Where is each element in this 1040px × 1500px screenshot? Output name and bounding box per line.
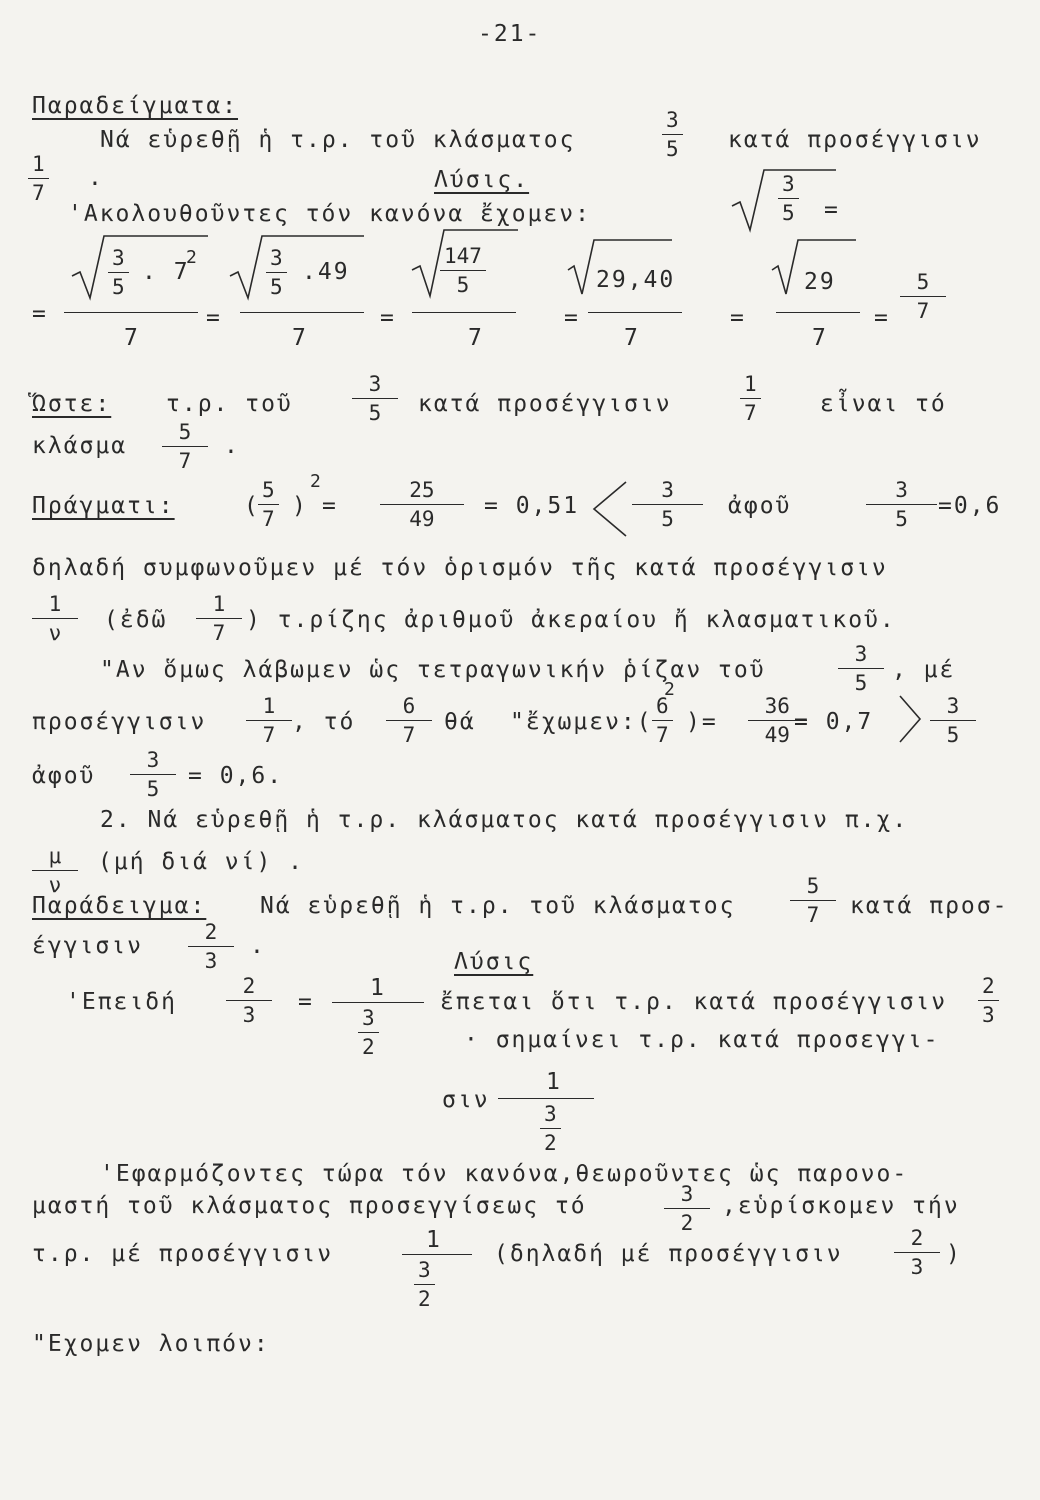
indeed-value: = 0,51 bbox=[484, 493, 580, 519]
times-7-squared: . 7 bbox=[142, 259, 190, 285]
rule-text: 'Ακολουθοῦντες τόν κανόνα ἔχομεν: bbox=[68, 201, 591, 227]
equals: = bbox=[380, 305, 396, 331]
fraction-bar bbox=[412, 312, 516, 313]
fraction-1-7: 1 7 bbox=[196, 592, 242, 645]
numerator-1: 1 bbox=[546, 1069, 562, 1095]
follows-text: ἔπεται ὅτι τ.ρ. κατά προσέγγισιν bbox=[440, 989, 948, 1015]
means-text: · σημαίνει τ.ρ. κατά προσεγγι- bbox=[464, 1027, 940, 1053]
fraction-bar bbox=[240, 312, 364, 313]
agreement-line: δηλαδή συμφωνοῦμεν μέ τόν ὁρισμόν τῆς κατά προσέγγισιν bbox=[32, 555, 888, 581]
exponent-2: 2 bbox=[664, 679, 677, 700]
fraction-3-2: 3 2 bbox=[358, 1006, 379, 1059]
equals: = bbox=[564, 305, 580, 331]
close-paren-equals: )= bbox=[686, 709, 718, 735]
value-29-40: 29,40 bbox=[596, 267, 676, 293]
denominator-7: 7 bbox=[292, 325, 308, 351]
hence-approx: κατά προσέγγισιν bbox=[418, 391, 672, 417]
less-than-sign bbox=[590, 480, 630, 538]
we-find: ,εὑρίσκομεν τήν bbox=[722, 1193, 960, 1219]
not-by-nu: (μή διά νί) . bbox=[98, 849, 305, 875]
exponent-2: 2 bbox=[310, 471, 323, 492]
fraction-6-7: 6 7 bbox=[652, 694, 673, 747]
fraction-5-7: 5 7 bbox=[790, 874, 836, 927]
fraction-bar bbox=[498, 1098, 594, 1099]
since-word: ἀφοῦ bbox=[32, 763, 96, 789]
indeed-label: Πράγματι: bbox=[32, 493, 175, 519]
fraction-147-5: 147 5 bbox=[440, 244, 486, 297]
equals: = bbox=[824, 197, 840, 223]
fraction-bar bbox=[776, 312, 860, 313]
fraction-bar bbox=[588, 312, 682, 313]
result-line: τ.ρ. μέ προσέγγισιν bbox=[32, 1241, 334, 1267]
fraction-bar bbox=[402, 1254, 472, 1255]
fraction-1-7: 1 7 bbox=[740, 372, 761, 425]
denominator-7: 7 bbox=[624, 325, 640, 351]
since-label: 'Επειδή bbox=[66, 989, 177, 1015]
since-word: ἀφοῦ bbox=[728, 493, 792, 519]
fraction-3-5: 3 5 bbox=[108, 246, 129, 299]
value-0-6: =0,6 bbox=[938, 493, 1002, 519]
hence-label: Ὥστε: bbox=[32, 391, 112, 417]
solution-heading: Λύσις. bbox=[434, 167, 530, 193]
period: . bbox=[224, 433, 240, 459]
the-word: , τό bbox=[292, 709, 356, 735]
closing-line: "Εχομεν λοιπόν: bbox=[32, 1331, 270, 1357]
equals: = bbox=[298, 989, 314, 1015]
fraction-2-3: 2 3 bbox=[894, 1226, 940, 1279]
applying-line: 'Εφαρμόζοντες τώρα τόν κανόνα,θεωροῦντες ὡς παρονο- bbox=[100, 1161, 909, 1187]
denominator-line: μαστή τοῦ κλάσματος προσεγγίσεως τό bbox=[32, 1193, 587, 1219]
here-word: (ἐδῶ bbox=[104, 607, 168, 633]
fraction-3-5: 3 5 bbox=[130, 748, 176, 801]
equals: = bbox=[730, 305, 746, 331]
example-text: Νά εὑρεθῇ ἡ τ.ρ. τοῦ κλάσματος bbox=[260, 893, 736, 919]
namely-text: (δηλαδή μέ προσέγγισιν bbox=[494, 1241, 843, 1267]
fraction-6-7: 6 7 bbox=[386, 694, 432, 747]
denominator-7: 7 bbox=[124, 325, 140, 351]
root-definition: ) τ.ρίζης ἀριθμοῦ ἀκεραίου ἤ κλασματικοῦ. bbox=[246, 607, 896, 633]
approx-hyphen: κατά προσ- bbox=[850, 893, 1009, 919]
equals: = bbox=[874, 305, 890, 331]
equals: = bbox=[206, 305, 222, 331]
fraction-bar bbox=[332, 1002, 424, 1003]
fraction-mu-nu: μ ν bbox=[32, 844, 78, 897]
example-intro-end: κατά προσέγγισιν bbox=[728, 127, 982, 153]
numerator-1: 1 bbox=[370, 975, 386, 1001]
however-line: "Αν ὅμως λάβωμεν ὡς τετραγωνικήν ῥίζαν τοῦ bbox=[100, 657, 766, 683]
fraction-2-3: 2 3 bbox=[978, 974, 999, 1027]
fraction-3-5: 3 5 bbox=[866, 478, 937, 531]
fraction-bar bbox=[64, 312, 198, 313]
greater-than-sign bbox=[898, 694, 924, 744]
exponent-2: 2 bbox=[186, 247, 199, 268]
fraction-3-5: 3 5 bbox=[632, 478, 703, 531]
page-number: -21- bbox=[478, 21, 542, 47]
value-0-7: = 0,7 bbox=[794, 709, 874, 735]
denominator-7: 7 bbox=[468, 325, 484, 351]
fraction-36-49: 36 49 bbox=[748, 694, 807, 747]
fraction-25-49: 25 49 bbox=[380, 478, 464, 531]
fraction-1-7: 1 7 bbox=[246, 694, 292, 747]
sin-word: σιν bbox=[442, 1087, 490, 1113]
period: . bbox=[250, 933, 266, 959]
close-paren-squared: ) bbox=[292, 493, 308, 519]
fraction-3-5: 3 5 bbox=[838, 642, 884, 695]
dot: . bbox=[88, 165, 104, 191]
fraction-3-2: 3 2 bbox=[540, 1102, 561, 1155]
example-intro: Νά εὑρεθῇ ἡ τ.ρ. τοῦ κλάσματος bbox=[100, 127, 576, 153]
times-49: .49 bbox=[302, 259, 350, 285]
hence-is: εἶναι τό bbox=[820, 391, 947, 417]
fraction-3-2: 3 2 bbox=[664, 1182, 710, 1235]
equals: = bbox=[32, 301, 48, 327]
denominator-7: 7 bbox=[812, 325, 828, 351]
close-paren: ) bbox=[946, 1241, 962, 1267]
fraction-3-5: 3 5 bbox=[266, 246, 287, 299]
fraction-5-7: 5 7 bbox=[162, 420, 208, 473]
will-word: θά bbox=[444, 709, 476, 735]
fraction-3-2: 3 2 bbox=[414, 1258, 435, 1311]
fraction-5-7: 5 7 bbox=[900, 270, 946, 323]
fraction-1-7: 1 7 bbox=[28, 152, 49, 205]
with-word: , μέ bbox=[892, 657, 956, 683]
fraction-word: κλάσμα bbox=[32, 433, 128, 459]
hence-text: τ.ρ. τοῦ bbox=[166, 391, 293, 417]
examples-heading: Παραδείγματα: bbox=[32, 93, 239, 119]
we-will-have: "ἔχωμεν:( bbox=[510, 709, 653, 735]
approx-word: προσέγγισιν bbox=[32, 709, 207, 735]
numerator-1: 1 bbox=[426, 1227, 442, 1253]
second-case-line: 2. Νά εὑρεθῇ ἡ τ.ρ. κλάσματος κατά προσέγγισιν π.χ. bbox=[100, 807, 909, 833]
fraction-5-7: 5 7 bbox=[258, 478, 279, 531]
fraction-3-5: 3 5 bbox=[352, 372, 398, 425]
example-heading: Παράδειγμα: bbox=[32, 893, 207, 919]
open-paren: ( bbox=[244, 493, 260, 519]
equals: = bbox=[322, 493, 338, 519]
fraction-2-3: 2 3 bbox=[226, 974, 272, 1027]
fraction-3-5: 3 5 bbox=[930, 694, 976, 747]
fraction-3-5-root: 3 5 bbox=[778, 172, 799, 225]
fraction-2-3: 2 3 bbox=[188, 920, 234, 973]
fraction-1-nu: 1 ν bbox=[32, 592, 78, 645]
value-29: 29 bbox=[804, 269, 836, 295]
value-0-6: = 0,6. bbox=[188, 763, 284, 789]
solution-heading-2: Λύσις bbox=[454, 949, 534, 975]
approx-continued: έγγισιν bbox=[32, 933, 143, 959]
fraction-3-5: 3 5 bbox=[662, 108, 683, 161]
